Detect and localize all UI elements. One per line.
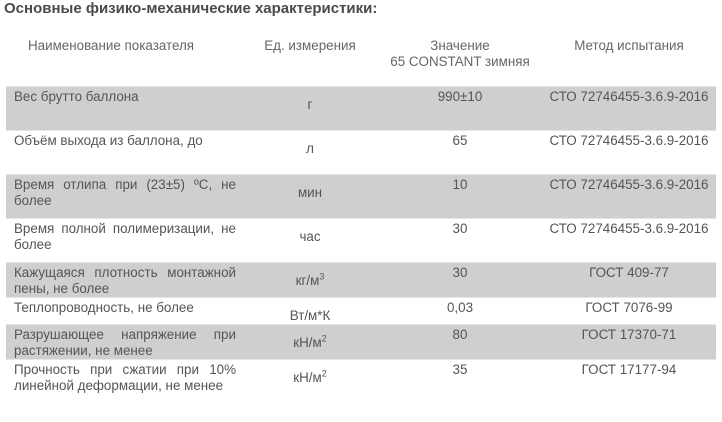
row-unit: $кН/м^2$ — [242, 324, 378, 359]
row-unit: Вт/м*К — [242, 297, 378, 324]
table-row — [6, 174, 716, 218]
header-name: Наименование показателя — [28, 38, 195, 53]
row-value: 80 — [378, 324, 542, 359]
row-method: СТО 72746455-3.6.9-2016 — [542, 174, 716, 218]
table-row — [6, 262, 716, 297]
row-method: ГОСТ 17370-71 — [542, 324, 716, 359]
row-method: ГОСТ 7076-99 — [542, 297, 716, 324]
table-body — [6, 86, 716, 411]
row-unit: $кН/м^2$ — [242, 359, 378, 411]
table-row — [6, 324, 716, 359]
header-value: Значение 65 CONSTANT зимняя — [390, 38, 530, 69]
table-header — [6, 30, 716, 86]
row-unit: мин — [242, 174, 378, 218]
row-value: 10 — [378, 174, 542, 218]
row-method: СТО 72746455-3.6.9-2016 — [542, 130, 716, 174]
table-row — [6, 359, 716, 411]
table-row — [6, 86, 716, 130]
header-method: Метод испытания — [574, 38, 684, 53]
row-name: Время отлипа при (23±5) ºС, не более — [6, 174, 242, 218]
specifications-table — [6, 30, 716, 411]
row-name: Прочность при сжатии при 10% линейной деформации, не менее — [6, 359, 242, 411]
row-method: СТО 72746455-3.6.9-2016 — [542, 218, 716, 262]
row-value: 30 — [378, 262, 542, 297]
row-value: 30 — [378, 218, 542, 262]
row-unit: $кг/м^3$ — [242, 262, 378, 297]
table-row — [6, 130, 716, 174]
row-method: ГОСТ 409-77 — [542, 262, 716, 297]
row-name: Объём выхода из баллона, до — [6, 130, 242, 174]
row-name: Вес брутто баллона — [6, 86, 242, 130]
row-name: Теплопроводность, не более — [6, 297, 242, 324]
row-name: Кажущаяся плотность монтажной пены, не более — [6, 262, 242, 297]
table-row — [6, 297, 716, 324]
row-unit: час — [242, 218, 378, 262]
row-value: 35 — [378, 359, 542, 411]
row-value: 990±10 — [378, 86, 542, 130]
row-value: 0,03 — [378, 297, 542, 324]
row-name: Время полной полимеризации, не более — [6, 218, 242, 262]
row-method: ГОСТ 17177-94 — [542, 359, 716, 411]
row-unit: г — [242, 86, 378, 130]
row-method: СТО 72746455-3.6.9-2016 — [542, 86, 716, 130]
row-name: Разрушающее напряжение при растяжении, не менее — [6, 324, 242, 359]
page-title: Основные физико-механические характеристики: — [4, 0, 378, 17]
row-unit: л — [242, 130, 378, 174]
table-row — [6, 218, 716, 262]
row-value: 65 — [378, 130, 542, 174]
header-unit: Ед. измерения — [264, 38, 356, 53]
